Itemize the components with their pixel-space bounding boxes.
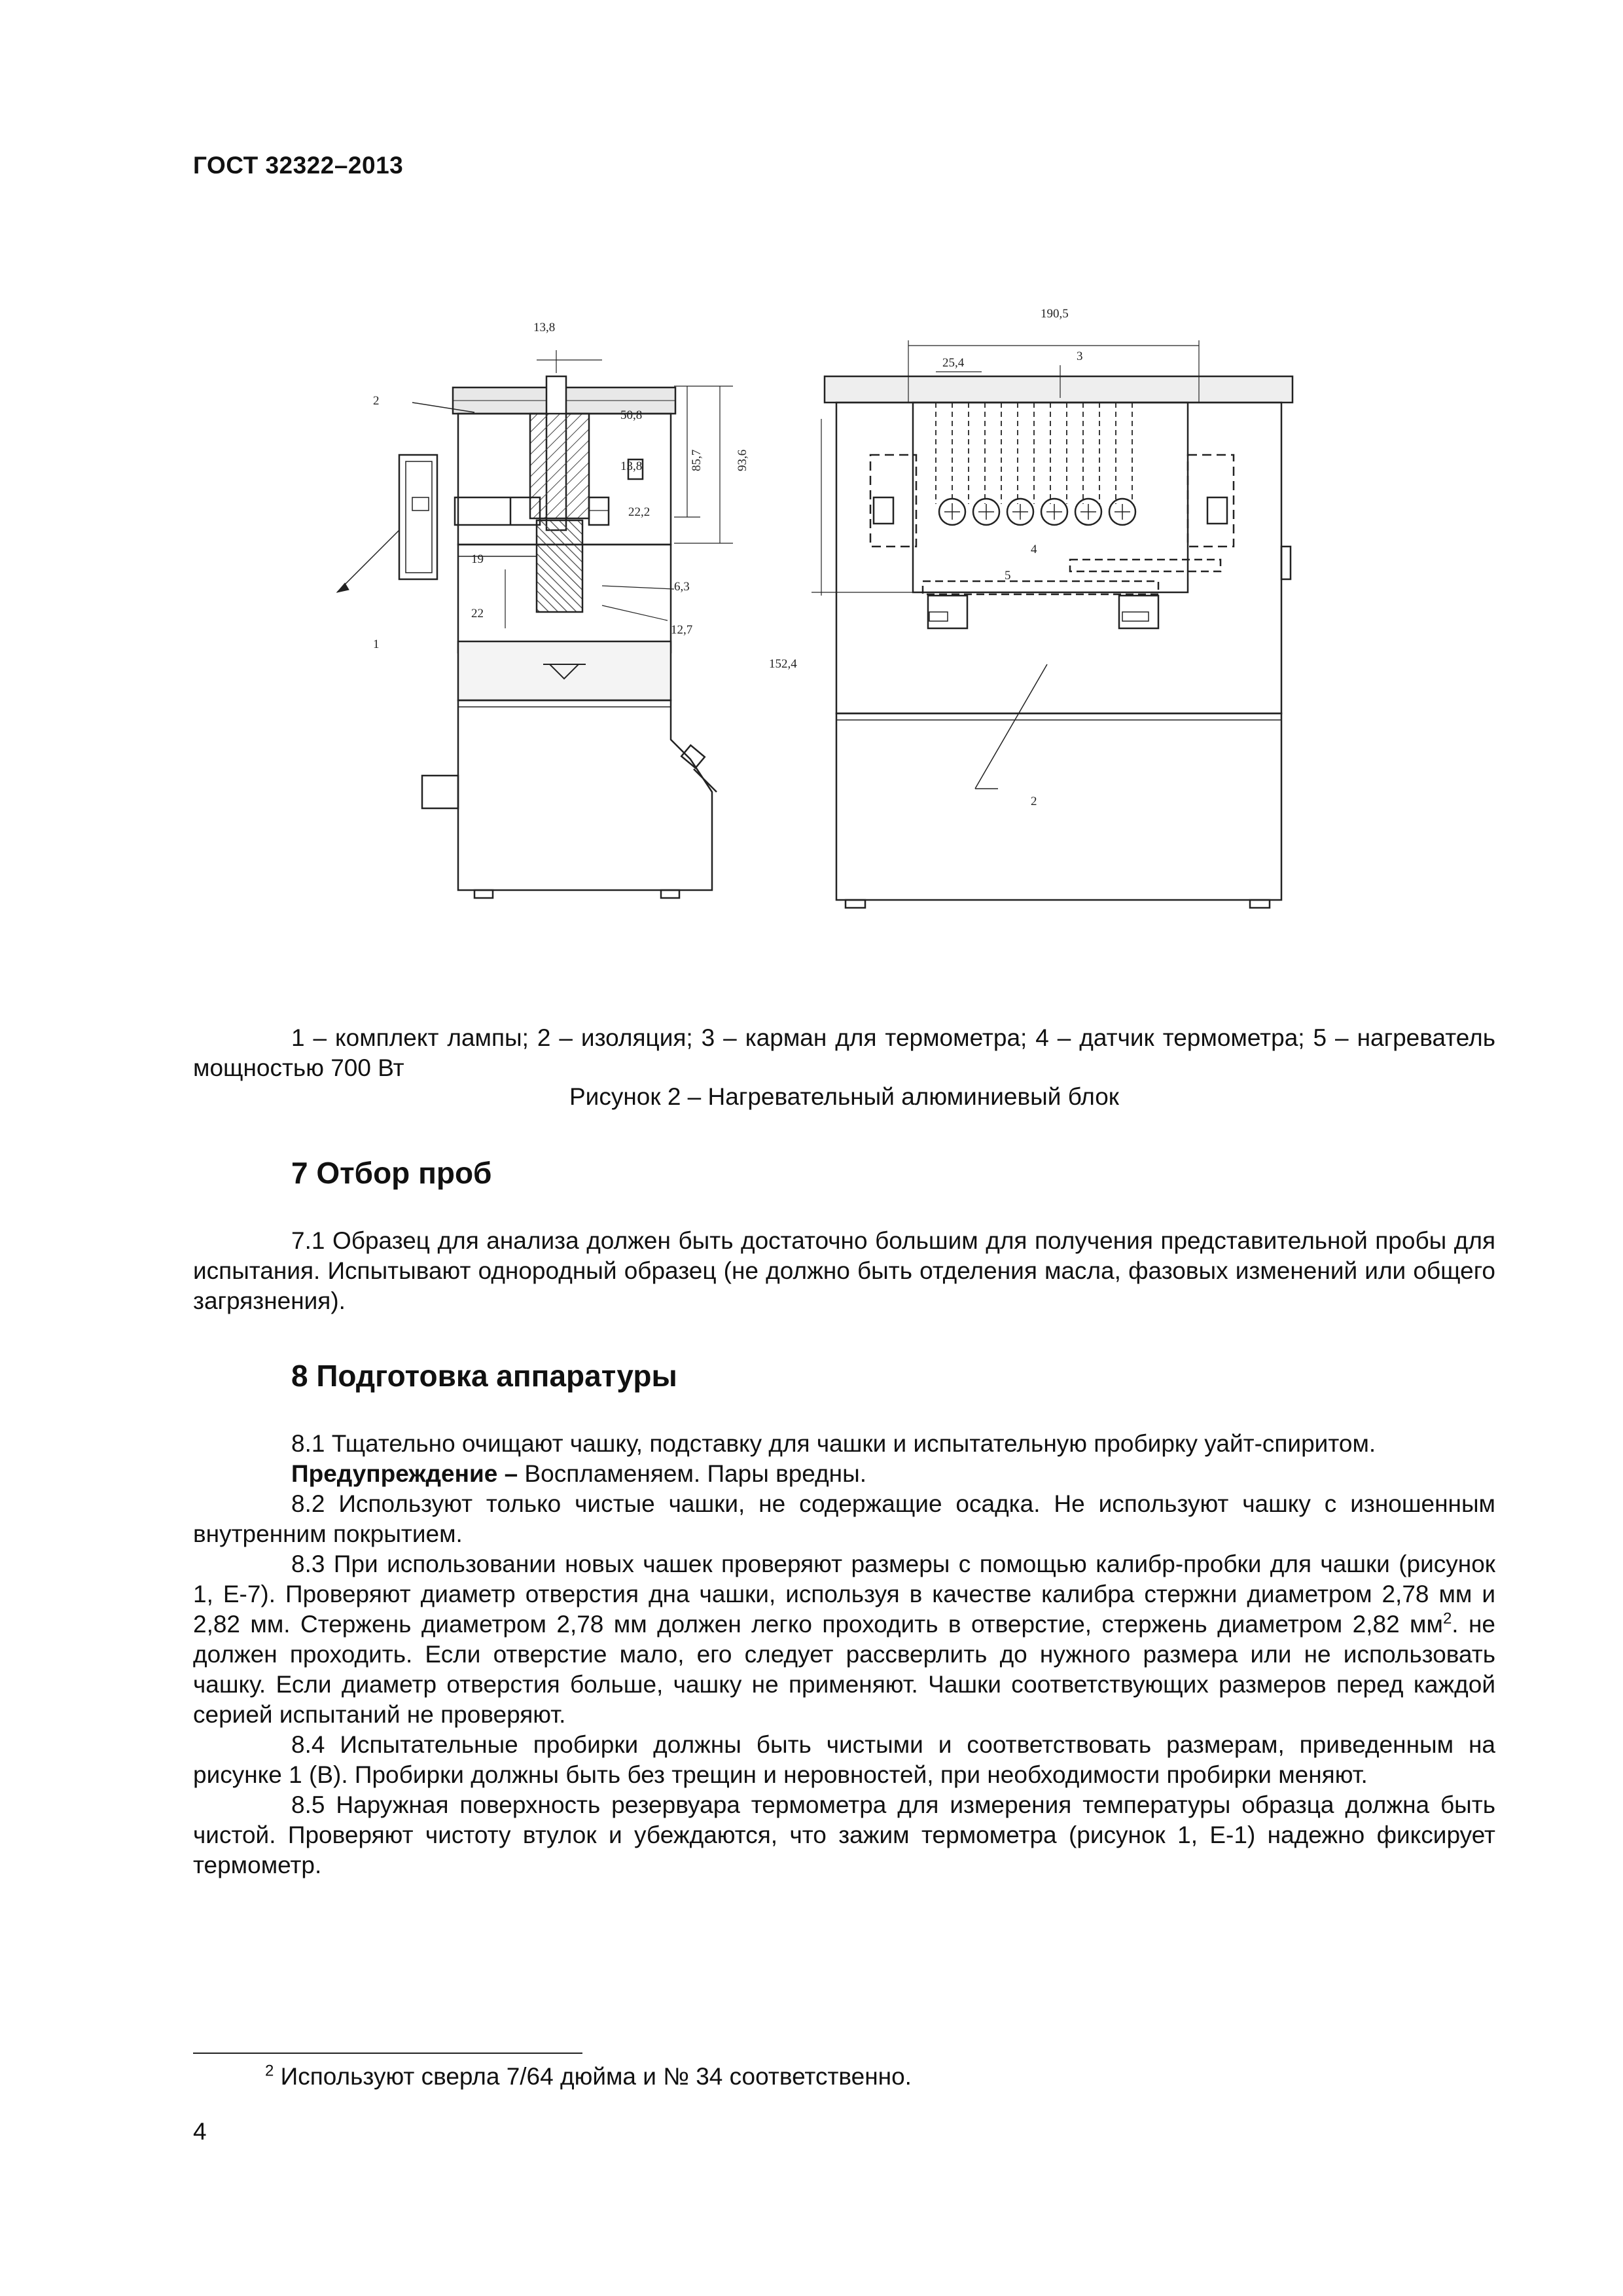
footnote-mark: 2 bbox=[265, 2062, 274, 2080]
figure-2-drawing bbox=[308, 288, 1315, 942]
dim-22-2: 22,2 bbox=[628, 505, 651, 519]
dim-13-8-top: 13,8 bbox=[533, 321, 556, 334]
dim-85-7: 85,7 bbox=[690, 449, 704, 471]
page-number: 4 bbox=[193, 2118, 207, 2145]
figure-caption: Рисунок 2 – Нагревательный алюминиевый блок bbox=[569, 1083, 1119, 1110]
paragraph-8-4: 8.4 Испытательные пробирки должны быть чистыми и соответствовать размерам, приведенным на рисунке 1 (В). Пробирки должны быть без трещин и неровностей, при необходимости пробирки меняют. bbox=[193, 1731, 1495, 1788]
label-4: 4 bbox=[1031, 543, 1037, 556]
dim-152-4: 152,4 bbox=[769, 657, 797, 671]
dim-12-7: 12,7 bbox=[671, 623, 693, 637]
dim-13-8-mid: 13,8 bbox=[620, 459, 643, 473]
label-3: 3 bbox=[1077, 350, 1083, 363]
dim-19: 19 bbox=[471, 552, 484, 566]
paragraph-8-3-part1: 8.3 При использовании новых чашек проверяют размеры с помощью калибр-пробки для чашки (рисунок 1, Е-7). Проверяют диаметр отверстия дна чашки, используя в качестве калибра стержни диаметром 2,78 мм и 2,82 мм. Стержень диаметром 2,78 мм должен легко проходить в отверстие, стержень диаметром 2,82 мм bbox=[193, 1551, 1495, 1638]
paragraph-8-3 bbox=[193, 1549, 1495, 1730]
dim-6-3: 6,3 bbox=[674, 580, 690, 594]
paragraph-8-3-part2: . не должен проходить. Если отверстие мало, его следует рассверлить до нужного размера или не использовать чашку. Если диаметр отверстия больше, чашку не применяют. Чашки соответствующих размеров перед каждой серией испытаний не проверяют. bbox=[193, 1611, 1495, 1728]
footnote-text: Используют сверла 7/64 дюйма и № 34 соответственно. bbox=[280, 2063, 912, 2090]
dim-190-5: 190,5 bbox=[1041, 307, 1069, 321]
paragraph-8-1: 8.1 Тщательно очищают чашку, подставку для чашки и испытательную пробирку уайт-спиритом. bbox=[291, 1430, 1376, 1457]
label-1: 1 bbox=[373, 637, 380, 651]
figure-legend: 1 – комплект лампы; 2 – изоляция; 3 – карман для термометра; 4 – датчик термометра; 5 – нагреватель мощностью 700 Вт bbox=[193, 1024, 1495, 1081]
footnote-separator bbox=[193, 2053, 582, 2054]
dim-25-4: 25,4 bbox=[942, 356, 965, 370]
standard-header: ГОСТ 32322–2013 bbox=[193, 152, 404, 179]
section-7-body bbox=[193, 1226, 1495, 1316]
footnote bbox=[265, 2063, 912, 2090]
label-2-right: 2 bbox=[1031, 795, 1037, 808]
section-8-title: 8 Подготовка аппаратуры bbox=[291, 1359, 677, 1393]
footnote-ref: 2 bbox=[1442, 1609, 1452, 1628]
section-7-title: 7 Отбор проб bbox=[291, 1156, 492, 1190]
label-2-left: 2 bbox=[373, 394, 380, 408]
dim-22: 22 bbox=[471, 607, 484, 620]
label-5: 5 bbox=[1005, 569, 1011, 583]
warning-label: Предупреждение – bbox=[291, 1460, 518, 1487]
warning-text: Воспламеняем. Пары вредны. bbox=[518, 1460, 866, 1487]
paragraph-8-2: 8.2 Используют только чистые чашки, не содержащие осадка. Не используют чашку с изношенным внутренним покрытием. bbox=[193, 1490, 1495, 1547]
paragraph-8-5: 8.5 Наружная поверхность резервуара термометра для измерения температуры образца должна быть чистой. Проверяют чистоту втулок и убеждаются, что зажим термометра (рисунок 1, Е-1) надежно фиксирует термометр. bbox=[193, 1791, 1495, 1878]
heating-block-diagram bbox=[308, 288, 1315, 942]
section-8-body bbox=[193, 1429, 1495, 1880]
dim-93-6: 93,6 bbox=[736, 449, 749, 471]
dim-50-8: 50,8 bbox=[620, 408, 643, 422]
paragraph-7-1: 7.1 Образец для анализа должен быть достаточно большим для получения представительной пробы для испытания. Испытывают однородный образец (не должно быть отделения масла, фазовых изменений или общего загрязнения). bbox=[193, 1227, 1495, 1314]
warning-paragraph bbox=[193, 1459, 1495, 1489]
